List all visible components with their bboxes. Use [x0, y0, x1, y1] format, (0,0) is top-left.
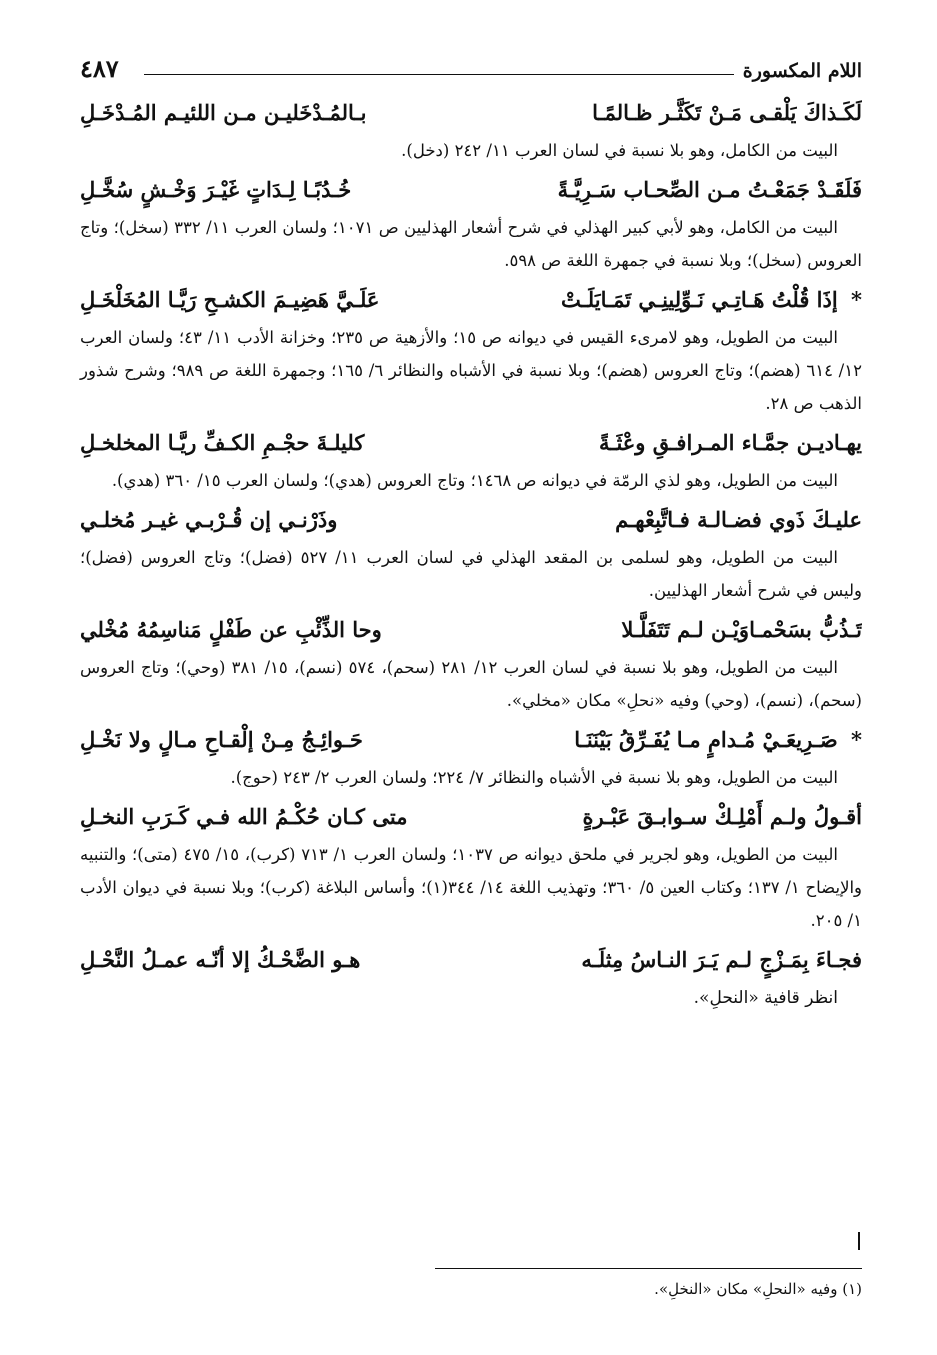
verse-entry	[80, 422, 862, 497]
verse-entry	[80, 609, 862, 717]
verse-line	[80, 279, 862, 321]
verse-line	[80, 422, 862, 464]
verse-line	[80, 609, 862, 651]
verse-first-hemistich	[574, 719, 862, 761]
verse-line	[80, 796, 862, 838]
text-cursor	[858, 1232, 860, 1250]
verse-first-hemistich: فَلَقَـدْ جَمَعْـتُ مـن الصِّحـاب سَـرِيَّـةً	[557, 177, 862, 202]
verse-second-hemistich: وذَرْنـي إن قُـرْبـي غيـر مُخلـي	[80, 507, 338, 532]
verse-note: البيت من الكامل، وهو بلا نسبة في لسان العرب ١١/ ٢٤٢ (دخل).	[401, 141, 838, 160]
verse-second-hemistich: كليلـةَ حجْـمِ الكـفِّ ريَّـا المخلخـلِ	[80, 430, 365, 455]
verse-first-hemistich	[561, 279, 862, 321]
verse-line	[80, 169, 862, 211]
verse-second-hemistich: متى كـان حُكْـمُ الله فـي كَـرَبِ النخـلِ	[80, 804, 408, 829]
verse-entry	[80, 719, 862, 794]
verse-entry	[80, 499, 862, 607]
verse-entry	[80, 279, 862, 420]
header-rule	[144, 74, 734, 75]
verse-line	[80, 499, 862, 541]
verse-note: البيت من الطويل، وهو لجرير في ملحق ديوانه ص ١٠٣٧؛ ولسان العرب ١/ ٧١٣ (كرب)، ١٥/ ٤٧٥ (متى)؛ والتنبيه والإيضاح ١/ ١٣٧؛ وكتاب العين ٥/ ٣٦٠؛ وتهذيب اللغة ١٤/ ٣٤٤(١)؛ وأساس البلاغة (كرب)؛ وبلا نسبة في ديوان الأدب ١/ ٢٠٥.	[80, 845, 863, 930]
chapter-title: اللام المكسورة	[742, 60, 862, 82]
verse-first-hemistich: عليـكَ ذَوي فضـالـة فـاتَّبِعْهـم	[615, 507, 862, 532]
verse-first-hemistich: أقـولُ ولـم أَمْلِـكْ سـوابـقَ عَبْـرةٍ	[582, 804, 862, 829]
page-header	[80, 52, 862, 92]
verse-second-hemistich: هـو الضَّحْـكُ إلا أنّـه عمـلُ النَّحْـلِ	[80, 947, 361, 972]
hemistich-text: إذَا قُلْتُ هَـاتِـي نَـوِّلِينِـي تَمَـايَلَـتْ	[561, 287, 838, 312]
verse-line	[80, 92, 862, 134]
star-marker: *	[851, 287, 862, 312]
verse-first-hemistich: فجـاءَ بِمَـزْجٍ لـم يَـرَ النـاسُ مِثلَـه	[581, 947, 862, 972]
verse-entry	[80, 939, 862, 1015]
verse-first-hemistich: لَكَـذاكَ يَلْقـى مَـنْ تَكَثَّـر ظـالمًـا	[592, 100, 862, 125]
verse-note: البيت من الطويل، وهو بلا نسبة في لسان العرب ١٢/ ٢٨١ (سحم)، ٥٧٤ (نسم)، ١٥/ ٣٨١ (وحي)؛ وتاج العروس (سحم)، (نسم)، (وحي) وفيه «نحلِ» مكان «مخلي».	[80, 658, 862, 710]
verse-second-hemistich: بـالمُـدْخَليـن مـن اللئيـم المُـدْخَـلِ	[80, 100, 367, 125]
footnote: (١) وفيه «النحلِ» مكان «النخلِ».	[654, 1280, 862, 1298]
verse-second-hemistich: خُـدُبًـا لِـدَاتٍ غَيْـرَ وَخْـشٍ سُخَّـلِ	[80, 177, 352, 202]
verse-entry	[80, 92, 862, 167]
verse-first-hemistich: يهـاديـن جمَّـاء المـرافـقِ وعْثَـةً	[599, 430, 862, 455]
verse-note: البيت من الطويل، وهو بلا نسبة في الأشباه والنظائر ٧/ ٢٢٤؛ ولسان العرب ٢/ ٢٤٣ (حوج).	[230, 768, 838, 787]
verse-entry	[80, 169, 862, 277]
verse-note: البيت من الطويل، وهو لامرىء القيس في ديوانه ص ١٥؛ والأزهية ص ٢٣٥؛ وخزانة الأدب ١١/ ٤٣؛ ولسان العرب ١٢/ ٦١٤ (هضم)؛ وتاج العروس (هضم)؛ وبلا نسبة في الأشباه والنظائر ٦/ ١٦٥؛ وجمهرة اللغة ص ٩٨٩؛ وشرح شذور الذهب ص ٢٨.	[80, 328, 862, 413]
verse-line	[80, 939, 862, 981]
verse-note: البيت من الطويل، وهو لسلمى بن المقعد الهذلي في لسان العرب ١١/ ٥٢٧ (فضل)؛ وتاج العروس (فضل)؛ وليس في شرح أشعار الهذليين.	[80, 548, 862, 600]
verse-note: البيت من الطويل، وهو لذي الرمّة في ديوانه ص ١٤٦٨؛ وتاج العروس (هدي)؛ ولسان العرب ١٥/ ٣٦٠ (هدي).	[111, 471, 838, 490]
verse-second-hemistich: وحا الذِّئْبِ عن طَفْلٍ مَناسِمُهُ مُخْلي	[80, 617, 382, 642]
verse-entry	[80, 796, 862, 937]
hemistich-text: صَـرِيعَـيْ مُـدامٍ مـا يُفَـرِّقُ بَيْنَنَـا	[574, 727, 838, 752]
page	[80, 52, 862, 1015]
star-marker: *	[851, 727, 862, 752]
verse-second-hemistich: عَلَـيَّ هَضِيـمَ الكشـحِ رَيَّـا المُخَلْخَـلِ	[80, 287, 380, 312]
verse-first-hemistich: تَـذُبُّ بسَحْمـاوَيْـن لـم تَتَفَلَّـلا	[621, 617, 862, 642]
verse-line	[80, 719, 862, 761]
page-number: ٤٨٧	[80, 54, 119, 83]
verse-second-hemistich: حَـوائِـجُ مِـنْ إلْقـاحِ مـالٍ ولا نَخْـلِ	[80, 727, 363, 752]
verse-note: البيت من الكامل، وهو لأبي كبير الهذلي في شرح أشعار الهذليين ص ١٠٧١؛ ولسان العرب ١١/ ٣٣٢ (سخل)؛ وتاج العروس (سخل)؛ وبلا نسبة في جمهرة اللغة ص ٥٩٨.	[80, 218, 862, 270]
footnote-rule	[435, 1268, 862, 1269]
cross-reference: انظر قافية «النحلِ».	[693, 988, 838, 1008]
